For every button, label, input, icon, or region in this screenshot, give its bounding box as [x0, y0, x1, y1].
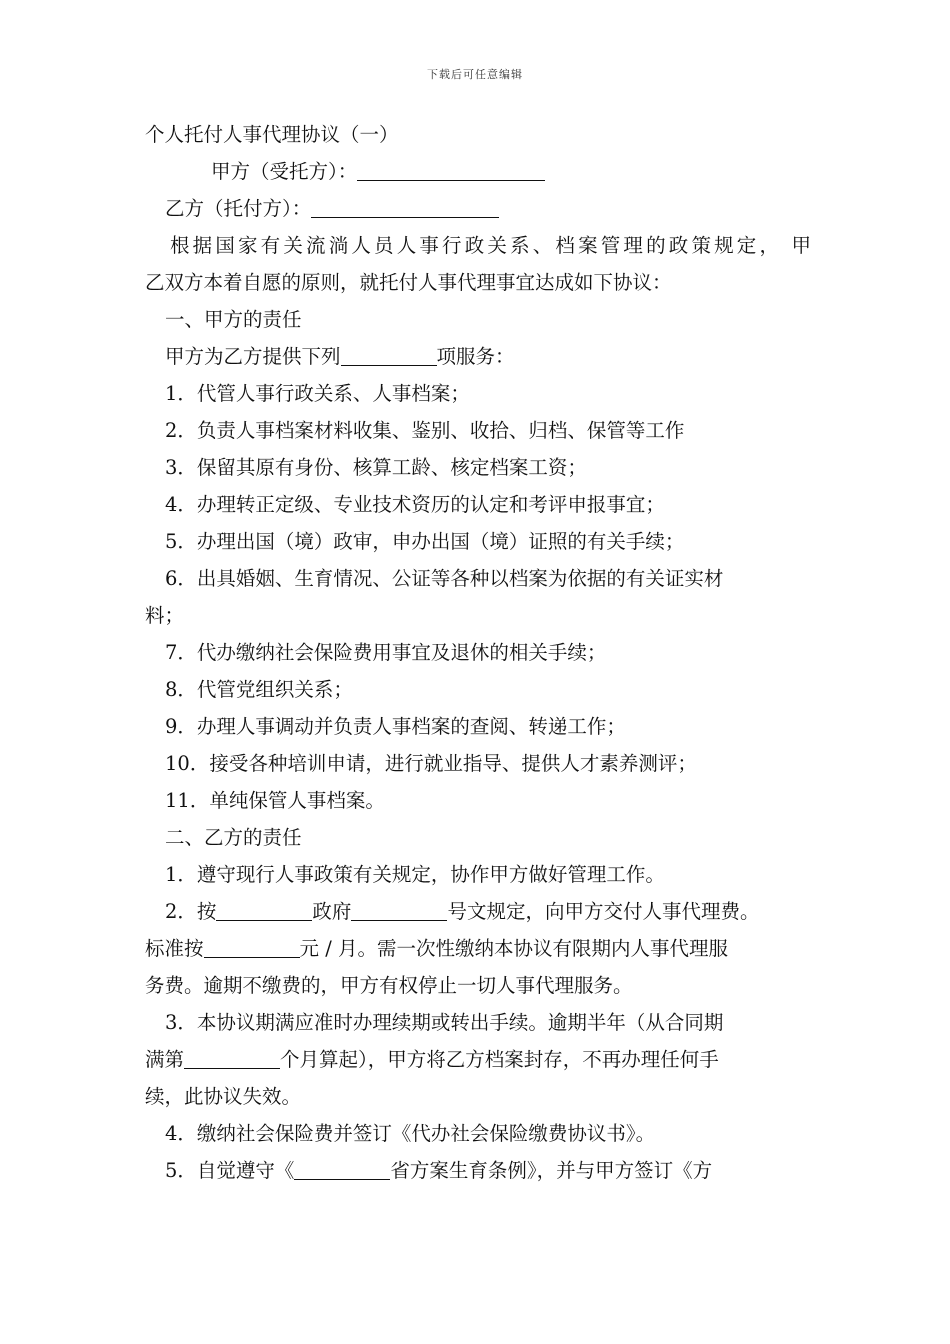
document-body — [145, 116, 811, 1189]
months-blank[interactable] — [184, 1048, 280, 1069]
responsibility-continuation: 续，此协议失效。 — [145, 1085, 302, 1108]
service-item: 8．代管党组织关系； — [165, 678, 353, 701]
service-item: 10．接受各种培训申请，进行就业指导、提供人才素养测评； — [165, 752, 697, 775]
service-item: 1．代管人事行政关系、人事档案； — [165, 382, 470, 405]
party-a-label: 甲方（受托方）： — [211, 160, 358, 183]
responsibility-item: 4．缴纳社会保险费并签订《代办社会保险缴费协议书》。 — [165, 1122, 656, 1145]
service-item: 3．保留其原有身份、核算工龄、核定档案工资； — [165, 456, 587, 479]
service-item: 5．办理出国（境）政审，申办出国（境）证照的有关手续； — [165, 530, 685, 553]
text-segment: 满第 — [145, 1048, 185, 1071]
page-header: 下载后可任意编辑 — [427, 68, 523, 81]
text-segment: 元 / 月。需一次性缴纳本协议有限期内人事代理服 — [299, 937, 728, 960]
responsibility-item: 3．本协议期满应准时办理续期或转出手续。逾期半年（从合同期 — [165, 1011, 724, 1034]
responsibility-item — [145, 1152, 811, 1189]
text-segment: 个月算起），甲方将乙方档案封存，不再办理任何手 — [280, 1048, 719, 1071]
service-item: 6．出具婚姻、生育情况、公证等各种以档案为依据的有关证实材 — [165, 567, 724, 590]
responsibility-item: 1．遵守现行人事政策有关规定，协作甲方做好管理工作。 — [165, 863, 665, 886]
services-intro — [145, 338, 811, 375]
service-item: 4．办理转正定级、专业技术资历的认定和考评申报事宜； — [165, 493, 665, 516]
responsibility-item — [145, 893, 811, 930]
preamble-line-1: 根据国家有关流淌人员人事行政关系、档案管理的政策规定， 甲 — [170, 234, 811, 257]
party-a-blank[interactable] — [357, 160, 545, 181]
services-intro-text: 甲方为乙方提供下列 — [165, 345, 341, 368]
document-title: 个人托付人事代理协议（一） — [145, 123, 399, 146]
service-item: 2．负责人事档案材料收集、鉴别、收拾、归档、保管等工作 — [165, 419, 685, 442]
fee-amount-blank[interactable] — [204, 937, 300, 958]
text-segment: 标准按 — [145, 937, 204, 960]
services-intro-suffix: 项服务： — [436, 345, 515, 368]
text-segment: 号文规定，向甲方交付人事代理费。 — [447, 900, 760, 923]
province-blank[interactable] — [294, 1159, 390, 1180]
text-segment: 政府 — [312, 900, 352, 923]
responsibility-continuation — [145, 1041, 811, 1078]
responsibility-continuation — [145, 930, 811, 967]
service-item: 11．单纯保管人事档案。 — [165, 789, 385, 812]
preamble-line-2: 乙双方本着自愿的原则，就托付人事代理事宜达成如下协议： — [145, 271, 672, 294]
responsibility-continuation: 务费。逾期不缴费的，甲方有权停止一切人事代理服务。 — [145, 974, 633, 997]
text-segment: 省方案生育条例》，并与甲方签订《方 — [390, 1159, 713, 1182]
service-item: 7．代办缴纳社会保险费用事宜及退休的相关手续； — [165, 641, 607, 664]
text-segment: 5．自觉遵守《 — [165, 1159, 295, 1182]
party-b-label: 乙方（托付方）： — [165, 197, 312, 220]
government-blank[interactable] — [216, 900, 312, 921]
party-b-line — [145, 190, 811, 227]
service-item: 9．办理人事调动并负责人事档案的查阅、转递工作； — [165, 715, 626, 738]
service-item-continuation: 料； — [145, 604, 185, 627]
party-a-line — [145, 153, 811, 190]
services-count-blank[interactable] — [341, 345, 437, 366]
section-2-heading: 二、乙方的责任 — [165, 826, 302, 849]
text-segment: 2．按 — [165, 900, 217, 923]
section-1-heading: 一、甲方的责任 — [165, 308, 302, 331]
document-number-blank[interactable] — [351, 900, 447, 921]
party-b-blank[interactable] — [311, 197, 499, 218]
